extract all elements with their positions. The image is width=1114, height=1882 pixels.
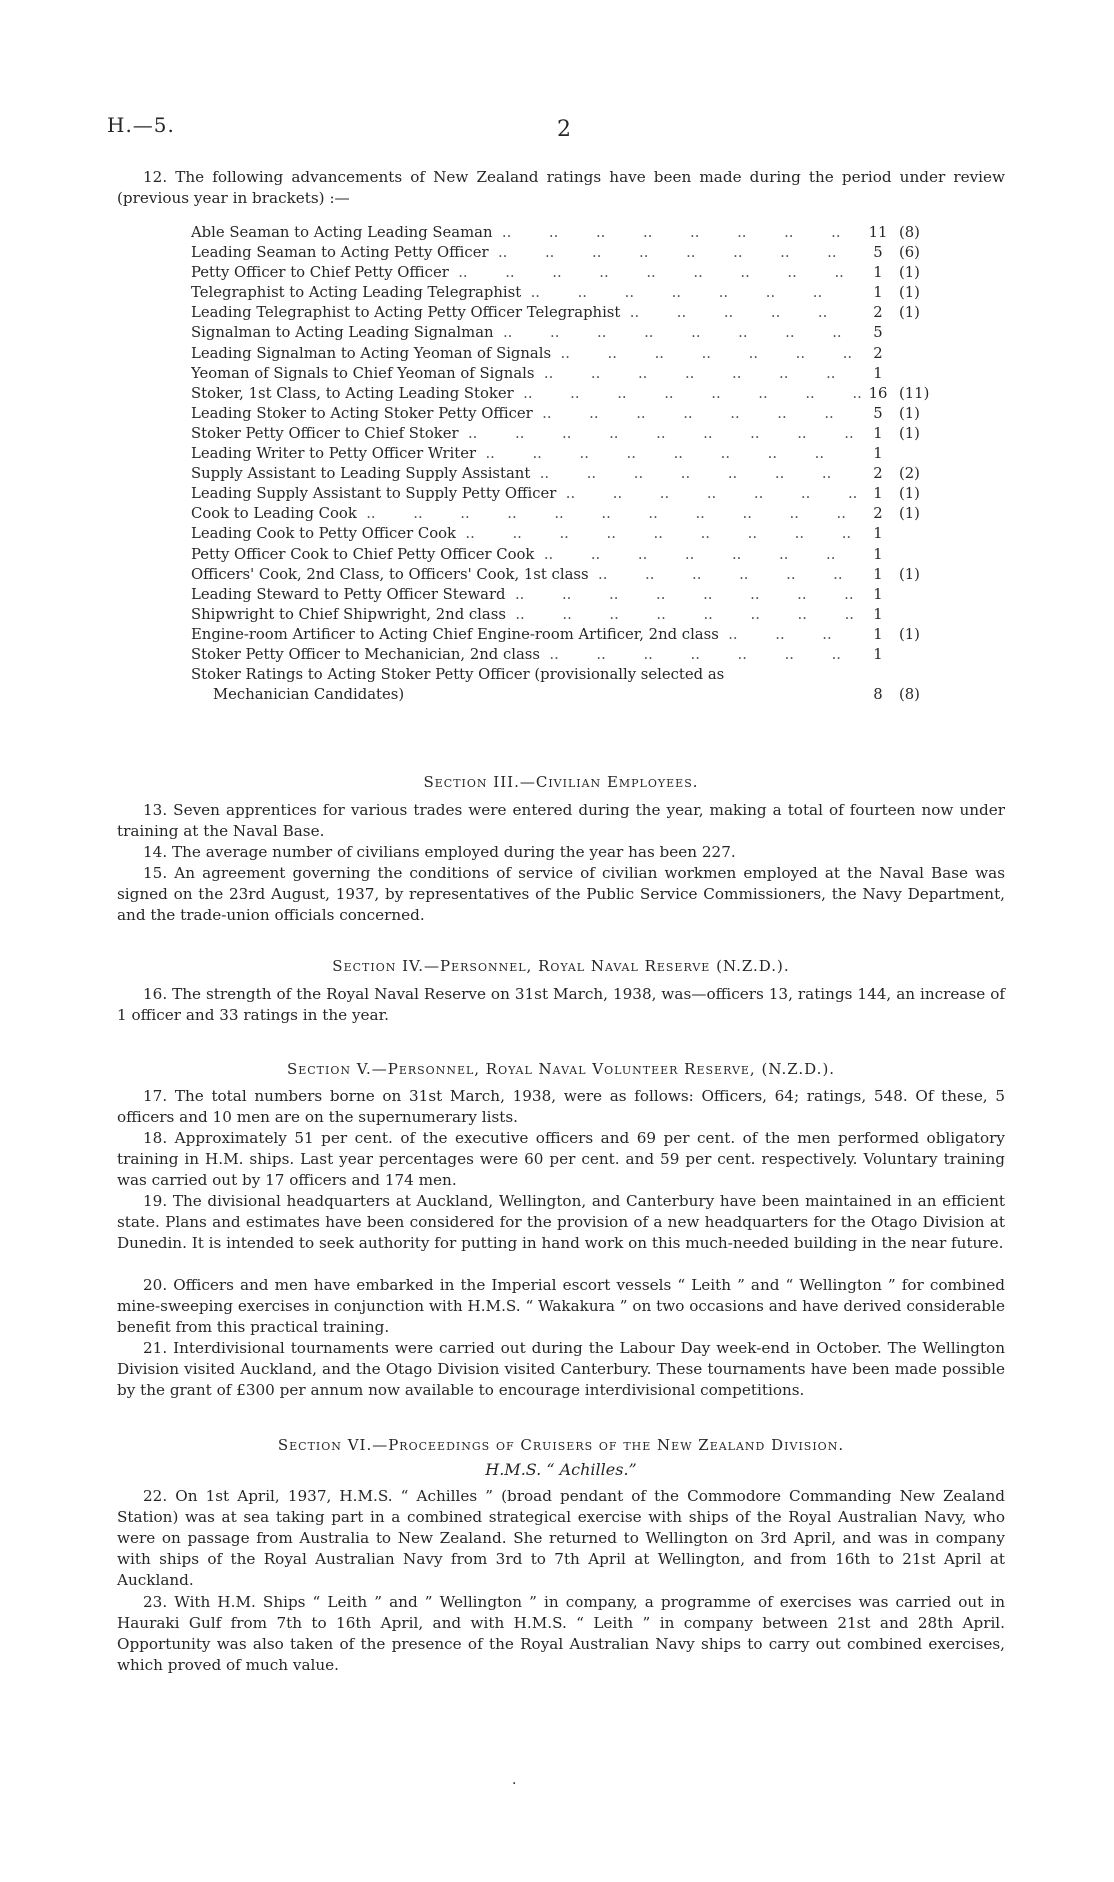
paragraph-19: 19. The divisional headquarters at Auckland, Wellington, and Canterbury have been maintained in an efficient state. Plans and estimates have been considered for the provision of a new headquarters for the Otago Division at Dunedin. It is intended to seek authority for putting in hand work on this much-needed building in the near future. <box>117 1192 1005 1252</box>
advancement-previous: (1) <box>899 284 920 302</box>
advancement-count: 1 <box>873 605 883 623</box>
document-reference: H.—5. <box>107 113 175 137</box>
advancement-previous: (1) <box>899 264 920 282</box>
advancement-row <box>191 444 951 464</box>
advancement-label: Leading Supply Assistant to Supply Petty Officer .. <box>191 484 861 504</box>
advancement-count: 5 <box>873 404 883 422</box>
section-6-subheading: H.M.S. “ Achilles.” <box>485 1460 637 1479</box>
advancement-previous: (1) <box>899 625 920 643</box>
advancement-label: Yeoman of Signals to Chief Yeoman of Signals .. <box>191 364 861 384</box>
paragraph-22: 22. On 1st April, 1937, H.M.S. “ Achilles ” (broad pendant of the Commodore Commanding New Zealand Station) was at sea taking part in a combined strategical exercise with ships of the Royal Australian Navy, who were on passage from Australia to New Zealand. She returned to Wellington on 3rd April, and was in company with ships of the Royal Australian Navy from 3rd to 7th April at Wellington, and from 16th to 21st April at Auckland. <box>117 1487 1005 1589</box>
page-number: 2 <box>557 117 571 142</box>
advancement-row <box>191 625 951 645</box>
advancement-count: 2 <box>873 505 883 523</box>
section-3-heading: Section III.—Civilian Employees. <box>423 773 699 791</box>
advancement-row <box>191 585 951 605</box>
advancement-row <box>191 565 951 585</box>
advancement-previous: (8) <box>899 224 920 241</box>
advancement-count: 1 <box>873 565 883 583</box>
advancement-label: Leading Seaman to Acting Petty Officer .. <box>191 243 861 263</box>
advancement-count: 5 <box>873 244 883 262</box>
advancement-row <box>191 263 951 283</box>
section-6-heading: Section VI.—Proceedings of Cruisers of the New Zealand Division. <box>277 1436 845 1454</box>
advancement-label: Able Seaman to Acting Leading Seaman .. <box>191 223 861 243</box>
advancement-label: Stoker Petty Officer to Chief Stoker .. <box>191 424 861 444</box>
advancement-row <box>191 283 951 303</box>
footer-mark: . <box>512 1772 517 1788</box>
advancement-previous: (1) <box>899 485 920 503</box>
advancement-label: Leading Stoker to Acting Stoker Petty Officer .. <box>191 404 861 424</box>
advancement-label: Engine-room Artificer to Acting Chief Engine-room Artificer, 2nd class .. <box>191 625 861 645</box>
advancement-count: 1 <box>873 525 883 543</box>
advancement-label: Leading Signalman to Acting Yeoman of Signals .. <box>191 344 861 364</box>
advancement-label: Cook to Leading Cook .. <box>191 504 861 524</box>
advancement-label: Leading Cook to Petty Officer Cook .. <box>191 524 861 544</box>
advancement-row <box>191 303 951 323</box>
paragraph-16: 16. The strength of the Royal Naval Reserve on 31st March, 1938, was—officers 13, ratings 144, an increase of 1 officer and 33 ratings in the year. <box>117 985 1005 1024</box>
paragraph-14: 14. The average number of civilians employed during the year has been 227. <box>143 843 736 861</box>
paragraph-12: 12. The following advancements of New Zealand ratings have been made during the period under review (previous year in brackets) :— <box>117 168 1005 207</box>
paragraph-17: 17. The total numbers borne on 31st March, 1938, were as follows: Officers, 64; ratings, 548. Of these, 5 officers and 10 men are on the supernumerary lists. <box>117 1087 1005 1126</box>
advancement-row <box>191 545 951 565</box>
advancement-label: Supply Assistant to Leading Supply Assistant .. <box>191 464 861 484</box>
advancement-count: 2 <box>873 304 883 322</box>
paragraph-18: 18. Approximately 51 per cent. of the executive officers and 69 per cent. of the men performed obligatory training in H.M. ships. Last year percentages were 60 per cent. and 59 per cent. respectively. Voluntary training was carried out by 17 officers and 174 men. <box>117 1129 1005 1189</box>
advancement-count: 2 <box>873 344 883 362</box>
advancement-row <box>191 484 951 504</box>
advancement-label: Stoker, 1st Class, to Acting Leading Stoker .. <box>191 384 861 404</box>
advancement-previous: (1) <box>899 424 920 442</box>
advancement-count: 8 <box>873 686 883 704</box>
paragraph-23: 23. With H.M. Ships “ Leith ” and ” Wellington ” in company, a programme of exercises was carried out in Hauraki Gulf from 7th to 16th April, and with H.M.S. “ Leith ” in company between 21st and 28th April. Opportunity was also taken of the presence of the Royal Australian Navy ships to carry out combined exercises, which proved of much value. <box>117 1593 1005 1674</box>
advancement-row <box>191 223 951 243</box>
advancement-row <box>191 404 951 424</box>
advancement-label: Shipwright to Chief Shipwright, 2nd class .. <box>191 605 861 625</box>
advancement-label: Signalman to Acting Leading Signalman .. <box>191 323 861 343</box>
section-4-heading: Section IV.—Personnel, Royal Naval Reserve (N.Z.D.). <box>332 957 790 975</box>
advancement-label-line1: Stoker Ratings to Acting Stoker Petty Officer (provisionally selected as <box>191 666 725 684</box>
advancement-row <box>191 504 951 524</box>
advancements-table <box>191 223 951 705</box>
advancement-count: 5 <box>873 324 883 342</box>
advancement-count: 1 <box>873 445 883 463</box>
advancement-previous: (6) <box>899 244 920 262</box>
paragraph-21: 21. Interdivisional tournaments were carried out during the Labour Day week-end in October. The Wellington Division visited Auckland, and the Otago Division visited Canterbury. These tournaments have been made possible by the grant of £300 per annum now available to encourage interdivisional competitions. <box>117 1339 1005 1399</box>
advancement-count: 1 <box>873 545 883 563</box>
advancement-row <box>191 424 951 444</box>
advancement-count: 11 <box>868 224 888 241</box>
advancement-label: Leading Steward to Petty Officer Steward .. <box>191 585 861 605</box>
advancement-count: 16 <box>868 384 888 402</box>
advancement-count: 1 <box>873 645 883 663</box>
advancement-count: 1 <box>873 625 883 643</box>
advancement-count: 1 <box>873 585 883 603</box>
advancement-count: 1 <box>873 424 883 442</box>
advancement-previous: (8) <box>899 686 920 704</box>
advancement-previous: (1) <box>899 505 920 523</box>
advancement-previous: (1) <box>899 565 920 583</box>
advancement-row <box>191 645 951 665</box>
advancement-count: 1 <box>873 264 883 282</box>
advancement-label: Petty Officer to Chief Petty Officer .. <box>191 263 861 283</box>
advancement-previous: (1) <box>899 304 920 322</box>
section-5-heading: Section V.—Personnel, Royal Naval Volunteer Reserve, (N.Z.D.). <box>286 1060 836 1078</box>
advancement-row <box>191 524 951 544</box>
advancement-label: Officers' Cook, 2nd Class, to Officers' Cook, 1st class .. <box>191 565 861 585</box>
advancement-previous: (1) <box>899 404 920 422</box>
advancement-label-line2: Mechanician Candidates) <box>213 686 405 704</box>
advancement-row <box>191 243 951 263</box>
advancement-row <box>191 665 951 705</box>
advancement-row <box>191 605 951 625</box>
advancement-row <box>191 384 951 404</box>
advancement-row <box>191 344 951 364</box>
advancement-label <box>191 665 881 705</box>
advancement-previous: (11) <box>899 384 930 402</box>
advancement-count: 1 <box>873 364 883 382</box>
advancement-count: 1 <box>873 284 883 302</box>
advancement-row <box>191 364 951 384</box>
advancement-label: Stoker Petty Officer to Mechanician, 2nd class .. <box>191 645 861 665</box>
paragraph-13: 13. Seven apprentices for various trades were entered during the year, making a total of fourteen now under training at the Naval Base. <box>117 801 1005 840</box>
advancement-label: Telegraphist to Acting Leading Telegraphist .. <box>191 283 861 303</box>
advancement-label: Leading Writer to Petty Officer Writer .. <box>191 444 861 464</box>
advancement-row <box>191 323 951 343</box>
advancement-label: Petty Officer Cook to Chief Petty Officer Cook .. <box>191 545 861 565</box>
paragraph-20: 20. Officers and men have embarked in the Imperial escort vessels “ Leith ” and “ Wellington ” for combined mine-sweeping exercises in conjunction with H.M.S. “ Wakakura ” on two occasions and have derived considerable benefit from this practical training. <box>117 1276 1005 1336</box>
advancement-count: 1 <box>873 485 883 503</box>
advancement-previous: (2) <box>899 465 920 483</box>
paragraph-15: 15. An agreement governing the conditions of service of civilian workmen employed at the Naval Base was signed on the 23rd August, 1937, by representatives of the Public Service Commissioners, the Navy Department, and the trade-union officials concerned. <box>117 864 1005 924</box>
advancement-row <box>191 464 951 484</box>
advancement-count: 2 <box>873 465 883 483</box>
advancement-label: Leading Telegraphist to Acting Petty Officer Telegraphist .. <box>191 303 861 323</box>
